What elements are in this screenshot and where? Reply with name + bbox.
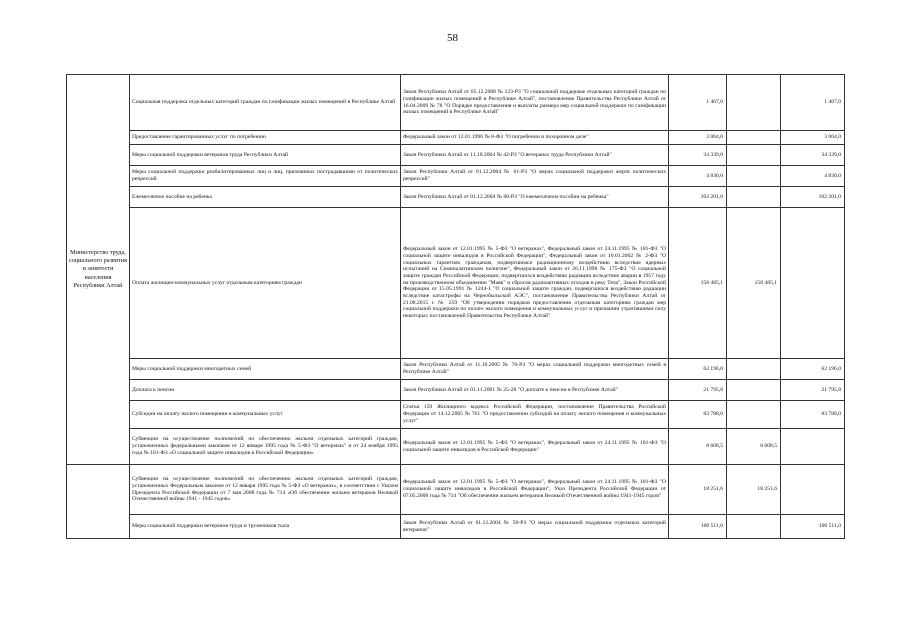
table-row <box>67 380 845 401</box>
amount-regional <box>781 208 845 359</box>
table-row <box>67 465 845 515</box>
legal-basis: Федеральный закон от 12.01.1995 № 5-ФЗ "О ветеранах", Федеральный закон от 24.11.1995 № 181-ФЗ "О социальной защите инвалидов в Российской Федерации" <box>401 429 669 465</box>
amount-federal: 8 608,5 <box>727 429 781 465</box>
amount-regional <box>781 429 845 465</box>
amount-total: 158 485,1 <box>669 208 727 359</box>
amount-federal: 158 485,1 <box>727 208 781 359</box>
measure-name: Ежемесячное пособие на ребенка <box>130 187 401 208</box>
table-row <box>67 166 845 187</box>
measure-name: Меры социальной поддержки ветеранов труда и тружеников тыла <box>130 515 401 539</box>
legal-basis: Закон Республики Алтай от 01.12.2004 № 60-РЗ "О ежемесячном пособии на ребенка" <box>401 187 669 208</box>
table-row <box>67 208 845 359</box>
amount-regional: 83 788,0 <box>781 401 845 429</box>
legal-basis: Закон Республики Алтай от 11.10.2005 № 70-РЗ "О мерах социальной поддержки многодетных семей в Республике Алтай" <box>401 359 669 380</box>
amount-regional: 34 339,0 <box>781 145 845 166</box>
table-row <box>67 187 845 208</box>
table-row <box>67 359 845 380</box>
amount-federal <box>727 145 781 166</box>
measure-name: Предоставление гарантированных услуг по погребению <box>130 131 401 145</box>
amount-total: 4 830,0 <box>669 166 727 187</box>
table-row <box>67 515 845 539</box>
amount-regional: 21 795,8 <box>781 380 845 401</box>
legal-basis: Закон Республики Алтай от 11.10.2004 № 42-РЗ "О ветеранах труда Республики Алтай" <box>401 145 669 166</box>
amount-federal <box>727 515 781 539</box>
amount-total: 34 339,0 <box>669 145 727 166</box>
measure-name: Доплата к пенсии <box>130 380 401 401</box>
amount-total: 83 788,0 <box>669 401 727 429</box>
legal-basis: Закон Республики Алтай от 05.12.2008 № 123-РЗ "О социальной поддержке отдельных категорий граждан по газификации жилых помещений в Республике Алтай", постановление Правительства Республики Алтай от 16.04.2009 № 78 "О Порядке предоставления и выплаты размера мер социальной поддержки по газификации жилых помещений в Республике Алтай" <box>401 75 669 131</box>
amount-total: 102 201,0 <box>669 187 727 208</box>
social-support-table <box>66 74 845 539</box>
measure-name: Меры социальной поддержки реабилитированных лиц и лиц, признанных пострадавшими от политических репрессий <box>130 166 401 187</box>
amount-federal <box>727 166 781 187</box>
legal-basis: Статья 159 Жилищного кодекса Российской Федерации, постановление Правительства Российской Федерации от 14.12.2005 № 761 "О предоставлении субсидий на оплату жилого помещения и коммунальных услуг" <box>401 401 669 429</box>
amount-federal <box>727 359 781 380</box>
amount-federal <box>727 75 781 131</box>
amount-total: 1 467,0 <box>669 75 727 131</box>
legal-basis: Закон Республики Алтай от 01.11.2001 № 25-28 "О доплате к пенсии в Республике Алтай" <box>401 380 669 401</box>
measure-name: Субвенции на осуществление полномочий по обеспечению жильем отдельных категорий граждан, установленных Федеральным законом от 12 января 1995 года № 5-ФЗ «О ветеранах», в соответствии с Указом Президента Российской Федерации от 7 мая 2008 года № 714 «Об обеспечении жильем ветеранов Великой Отечественной войны 1941 - 1945 годов» <box>130 465 401 515</box>
amount-regional: 102 201,0 <box>781 187 845 208</box>
table-row <box>67 429 845 465</box>
amount-total: 8 608,5 <box>669 429 727 465</box>
amount-federal <box>727 131 781 145</box>
amount-regional <box>781 465 845 515</box>
amount-regional: 100 511,0 <box>781 515 845 539</box>
measure-name: Социальная поддержка отдельных категорий граждан по газификации жилых помещений в Республике Алтай <box>130 75 401 131</box>
ministry-cell: Министерство труда, социального развития и занятости населения Республики Алтай <box>67 75 130 465</box>
amount-total: 100 511,0 <box>669 515 727 539</box>
amount-regional: 3 064,0 <box>781 131 845 145</box>
measure-name: Меры социальной поддержки ветеранов труда Республики Алтай <box>130 145 401 166</box>
legal-basis: Федеральный закон от 12.01.1995 № 5-ФЗ "О ветеранах", Федеральный закон от 24.11.1995 № 181-ФЗ "О социальной защите инвалидов в Российской Федерации", Федеральный закон от 10.01.2002 № 2-ФЗ "О социальных гарантиях гражданам, подвергшимся радиационному воздействию вследствие ядерных испытаний на Семипалатинском полигоне", Федеральный закон от 26.11.1998 № 175-ФЗ "О социальной защите граждан Российской Федерации, подвергшихся воздействию радиации вследствие аварии в 1957 году на производственном объединении "Маяк" и сбросов радиоактивных отходов в реку Теча", Закон Российской Федерации от 15.05.1991 № 1244-1 "О социальной защите граждан, подвергшихся воздействию радиации вследствие катастрофы на Чернобыльской АЭС", постановление Правительства Республики Алтай от 21.08.2015 г. № 259 "Об утверждении порядков предоставления отдельным категориям граждан мер социальной поддержки по оплате жилого помещения и коммунальных услуг и признании утратившими силу некоторых постановлений Правительства Республики Алтай" <box>401 208 669 359</box>
table-row <box>67 75 845 131</box>
amount-federal <box>727 401 781 429</box>
amount-regional: 4 830,0 <box>781 166 845 187</box>
table-row <box>67 145 845 166</box>
legal-basis: Федеральный закон от 12.01.1996 № 8-ФЗ "О погребении и похоронном деле" <box>401 131 669 145</box>
legal-basis: Федеральный закон от 12.01.1995 № 5-ФЗ "О ветеранах", Федеральный закон от 24.11.1995 № 181-ФЗ "О социальной защите инвалидов в Российской Федерации", Указ Президента Российской Федерации от 07.05.2008 года № 714 "Об обеспечении жильем ветеранов Великой Отечественной войны 1941-1945 годов" <box>401 465 669 515</box>
amount-total: 18 251,6 <box>669 465 727 515</box>
measure-name: Меры социальной поддержки многодетных семей <box>130 359 401 380</box>
amount-regional: 62 196,0 <box>781 359 845 380</box>
ministry-cell-continued <box>67 465 130 539</box>
amount-federal <box>727 380 781 401</box>
table-row <box>67 401 845 429</box>
table-row <box>67 131 845 145</box>
page-number: 58 <box>447 32 458 44</box>
legal-basis: Закон Республики Алтай от 01.12.2004 № 59-РЗ "О мерах социальной поддержки отдельных категорий ветеранов" <box>401 515 669 539</box>
measure-name: Оплата жилищно-коммунальных услуг отдельным категориям граждан <box>130 208 401 359</box>
measure-name: Субсидии на оплату жилого помещения и коммунальных услуг <box>130 401 401 429</box>
amount-total: 3 064,0 <box>669 131 727 145</box>
amount-total: 62 196,0 <box>669 359 727 380</box>
amount-federal <box>727 187 781 208</box>
amount-total: 21 795,8 <box>669 380 727 401</box>
legal-basis: Закон Республики Алтай от 01.12.2004 № 61-РЗ "О мерах социальной поддержки жертв политических репрессий" <box>401 166 669 187</box>
amount-federal: 18 251,6 <box>727 465 781 515</box>
amount-regional: 1 467,0 <box>781 75 845 131</box>
measure-name: Субвенции на осуществление полномочий по обеспечению жильем отдельных категорий граждан, установленных федеральными законами от 12 января 1995 года № 5-ФЗ "О ветеранах" и от 24 ноября 1995 года № 181-ФЗ «О социальной защите инвалидов в Российской Федерации» <box>130 429 401 465</box>
